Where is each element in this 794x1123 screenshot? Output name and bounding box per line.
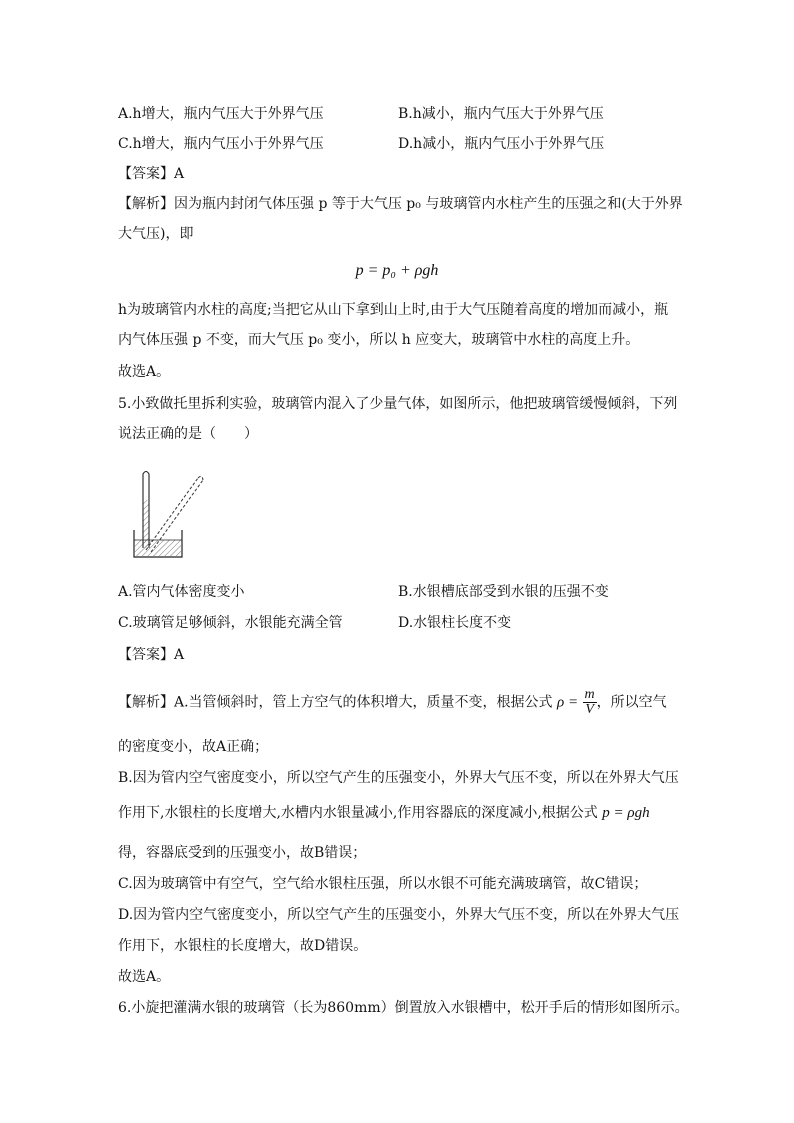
q5-option-c: C.玻璃管足够倾斜，水银能充满全管 xyxy=(118,615,343,631)
q5-explanation-a-line1 xyxy=(118,688,667,717)
q5-explanation-b-line3: 得，容器底受到的压强变小，故B错误； xyxy=(118,845,367,861)
q5-exp-a-text: 【解析】A.当管倾斜时，管上方空气的体积增大，质量不变，根据公式 xyxy=(118,694,553,711)
q4-explanation-line3: h为玻璃管内水柱的高度;当把它从山下拿到山上时,由于大气压随着高度的增加而减小，瓶 xyxy=(118,302,669,318)
q4-explanation-line1: 【解析】因为瓶内封闭气体压强 p 等于大气压 p₀ 与玻璃管内水柱产生的压强之和(大于外界 xyxy=(118,196,683,212)
q5-choose: 故选A。 xyxy=(118,969,171,985)
q4-choose: 故选A。 xyxy=(118,364,171,380)
pressure-formula: p = ρgh xyxy=(602,805,650,821)
q4-explanation-line4: 内气体压强 p 不变，而大气压 p₀ 变小，所以 h 应变大，玻璃管中水柱的高度上升。 xyxy=(118,332,640,348)
q5-explanation-c: C.因为玻璃管中有空气，空气给水银柱压强，所以水银不可能充满玻璃管，故C错误； xyxy=(118,876,648,892)
q5-answer: 【答案】A xyxy=(118,647,185,663)
q5-explanation-b-line1: B.因为管内空气密度变小，所以空气产生的压强变小，外界大气压不变，所以在外界大气压 xyxy=(118,770,679,786)
torricelli-figure xyxy=(130,466,210,562)
q6-stem: 6.小旋把灌满水银的玻璃管（长为860mm）倒置放入水银槽中，松开手后的情形如图所示。 xyxy=(118,1000,689,1016)
q4-answer: 【答案】A xyxy=(118,166,185,182)
q4-option-d: D.h减小，瓶内气压小于外界气压 xyxy=(398,136,605,152)
q5-stem-line1: 5.小致做托里拆利实验，玻璃管内混入了少量气体，如图所示，他把玻璃管缓慢倾斜，下列 xyxy=(118,396,678,412)
q5-explanation-d-line2: 作用下，水银柱的长度增大，故D错误。 xyxy=(118,938,368,954)
density-symbol: ρ = xyxy=(557,694,579,711)
q5-exp-b-text: 作用下,水银柱的长度增大,水槽内水银量减小,作用容器底的深度减小,根据公式 xyxy=(118,805,598,821)
q5-explanation-d-line1: D.因为管内空气密度变小，所以空气产生的压强变小，外界大气压不变，所以在外界大气压 xyxy=(118,907,680,923)
q4-formula: p = p₀ + ρgh xyxy=(355,262,439,279)
q4-option-b: B.h减小，瓶内气压大于外界气压 xyxy=(398,106,604,122)
q4-option-a: A.h增大，瓶内气压大于外界气压 xyxy=(118,106,324,122)
tube-mercury-column xyxy=(144,500,149,548)
q4-explanation-line2: 大气压)，即 xyxy=(118,226,194,242)
q5-exp-a-tail: ，所以空气 xyxy=(596,694,667,711)
q4-option-c: C.h增大，瓶内气压小于外界气压 xyxy=(118,136,324,152)
q5-explanation-a-line2: 的密度变小，故A正确； xyxy=(118,739,269,755)
q5-option-d: D.水银柱长度不变 xyxy=(398,615,512,631)
fraction-numerator: m xyxy=(584,687,595,702)
q5-option-b: B.水银槽底部受到水银的压强不变 xyxy=(398,584,609,600)
q5-explanation-b-line2 xyxy=(118,803,650,823)
fraction-denominator: V xyxy=(585,702,594,717)
q5-option-a: A.管内气体密度变小 xyxy=(118,584,245,600)
density-fraction xyxy=(583,688,597,717)
q5-stem-line2: 说法正确的是（ ） xyxy=(118,426,258,442)
